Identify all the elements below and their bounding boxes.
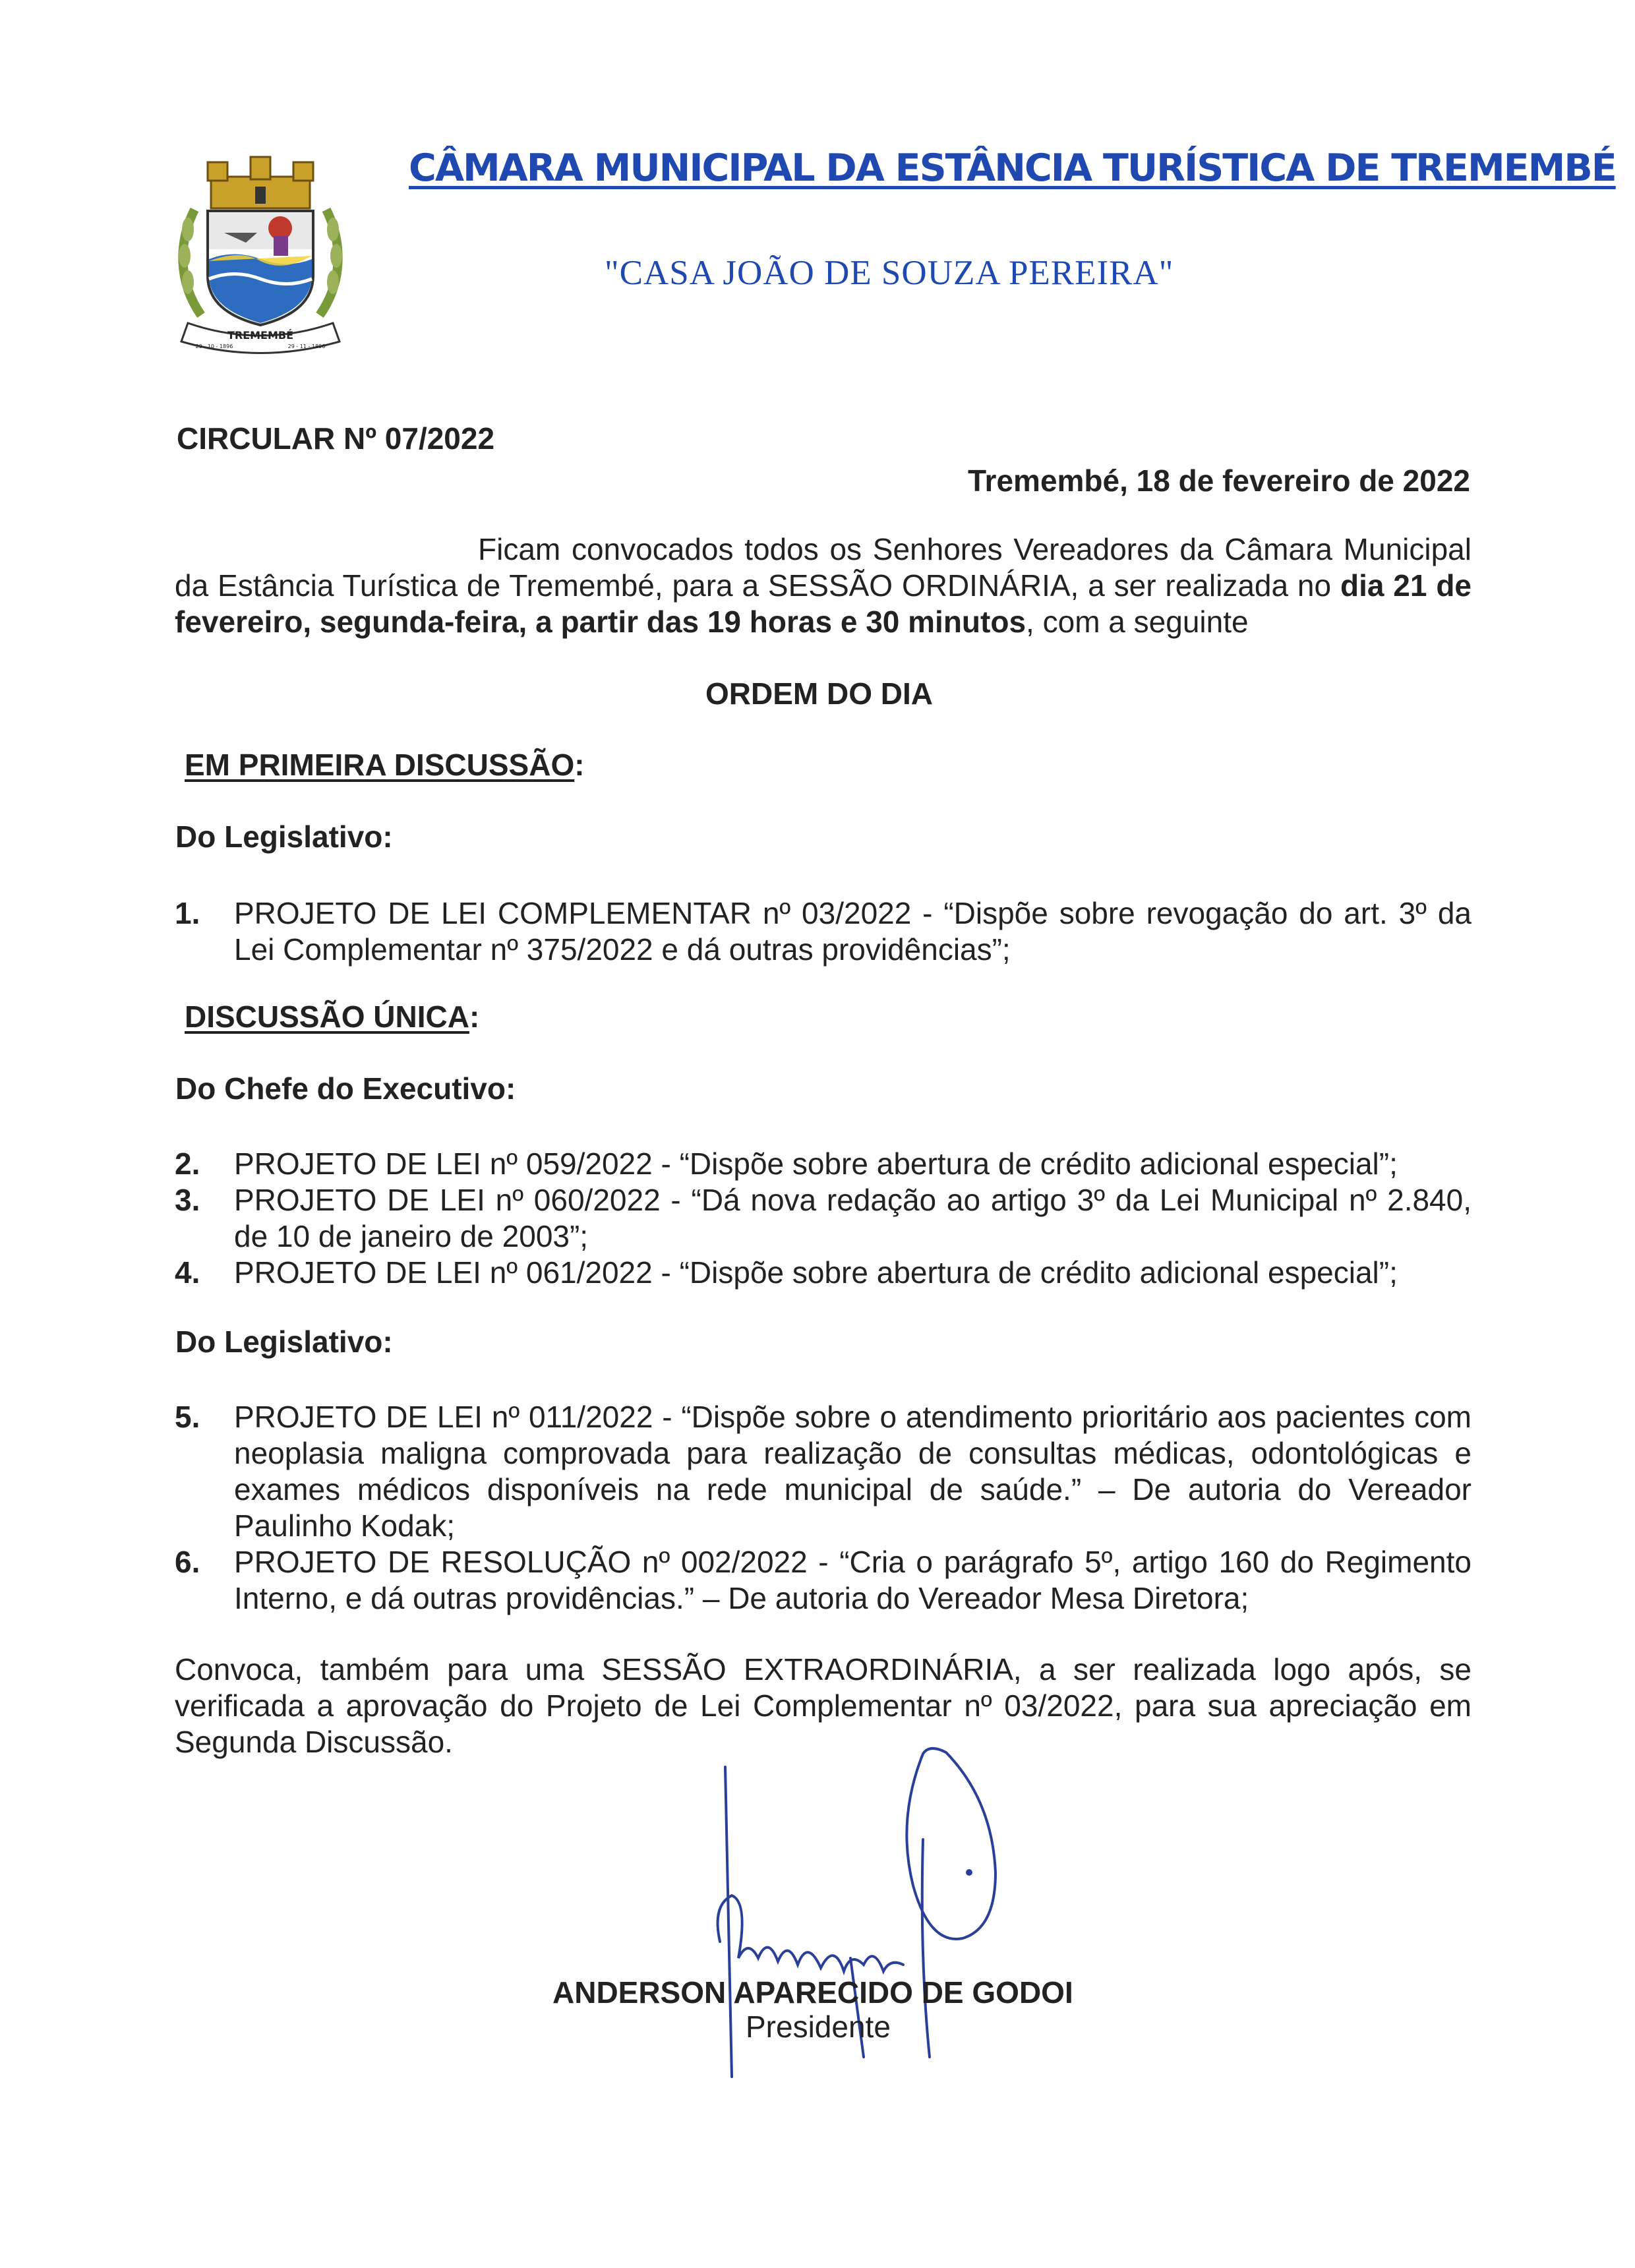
signatory-name: ANDERSON APARECIDO DE GODOI	[552, 1975, 1073, 2010]
section-heading-primeira-label: EM PRIMEIRA DISCUSSÃO	[185, 748, 575, 782]
list-legislativo	[175, 1399, 1472, 1617]
item-number: 3.	[175, 1183, 200, 1217]
circular-number: CIRCULAR Nº 07/2022	[177, 421, 495, 456]
intro-paragraph	[175, 531, 1472, 640]
list-item	[175, 1146, 1472, 1182]
item-text: PROJETO DE LEI nº 011/2022 - “Dispõe sobre o atendimento prioritário aos pacientes com neoplasia maligna comprovada para realização de consultas médicas, odontológicas e exames médicos disponíveis na rede municipal de saúde.” – De autoria do Vereador Paulinho Kodak;	[234, 1400, 1472, 1543]
convoca-paragraph: Convoca, também para uma SESSÃO EXTRAORDINÁRIA, a ser realizada logo após, se verificada a aprovação do Projeto de Lei Complementar nº 03/2022, para sua apreciação em Segunda Discussão.	[175, 1652, 1472, 1759]
item-number: 5.	[175, 1400, 200, 1434]
crest-date-right: 29 - 11 - 1896	[287, 343, 326, 349]
item-text: PROJETO DE RESOLUÇÃO nº 002/2022 - “Cria o parágrafo 5º, artigo 160 do Regimento Interno, e dá outras providências.” – De autoria do Vereador Mesa Diretora;	[234, 1545, 1472, 1615]
list-executivo	[175, 1146, 1472, 1291]
subheading-legislativo-2: Do Legislativo:	[175, 1325, 393, 1359]
list-item	[175, 1544, 1472, 1617]
item-text: PROJETO DE LEI nº 061/2022 - “Dispõe sobre abertura de crédito adicional especial”;	[234, 1255, 1398, 1290]
chamber-title: CÂMARA MUNICIPAL DA ESTÂNCIA TURÍSTICA DE TREMEMBÉ	[409, 146, 1616, 190]
section-heading-unica: DISCUSSÃO ÚNICA:	[185, 1000, 480, 1034]
list-item	[175, 1255, 1472, 1291]
chamber-subtitle: "CASA JOÃO DE SOUZA PEREIRA"	[605, 254, 1174, 292]
ordem-do-dia-title: ORDEM DO DIA	[705, 676, 933, 711]
item-text: PROJETO DE LEI COMPLEMENTAR nº 03/2022 - “Dispõe sobre revogação do art. 3º da Lei Complementar nº 375/2022 e dá outras providências”;	[234, 896, 1472, 967]
item-number: 1.	[175, 896, 200, 930]
intro-text-2: , com a seguinte	[1026, 605, 1249, 639]
item-text: PROJETO DE LEI nº 060/2022 - “Dá nova redação ao artigo 3º da Lei Municipal nº 2.840, de 10 de janeiro de 2003”;	[234, 1183, 1472, 1253]
subheading-legislativo-1: Do Legislativo:	[175, 820, 393, 854]
crest-date-left: 29 - 10 - 1896	[195, 343, 233, 349]
section-heading-primeira: EM PRIMEIRA DISCUSSÃO:	[185, 748, 585, 782]
document-date: Tremembé, 18 de fevereiro de 2022	[968, 463, 1470, 498]
item-number: 4.	[175, 1255, 200, 1290]
intro-text-1: Ficam convocados todos os Senhores Vereadores da Câmara Municipal da Estância Turística de Tremembé, para a SESSÃO ORDINÁRIA, a ser realizada no	[175, 532, 1472, 603]
list-item	[175, 1399, 1472, 1544]
municipal-crest-logo	[168, 150, 353, 361]
item-number: 2.	[175, 1147, 200, 1181]
signatory-role: Presidente	[746, 2010, 891, 2044]
section-heading-unica-label: DISCUSSÃO ÚNICA	[185, 1000, 469, 1034]
list-primeira	[175, 895, 1472, 968]
item-number: 6.	[175, 1545, 200, 1579]
intro-bold-text: dia 21 de fevereiro, segunda-feira, a partir das 19 horas e 30 minutos	[175, 568, 1472, 639]
subheading-executivo: Do Chefe do Executivo:	[175, 1071, 516, 1106]
item-text: PROJETO DE LEI nº 059/2022 - “Dispõe sobre abertura de crédito adicional especial”;	[234, 1147, 1398, 1181]
list-item	[175, 1182, 1472, 1255]
crest-banner-text: TREMEMBÉ	[227, 329, 294, 342]
list-item	[175, 895, 1472, 968]
